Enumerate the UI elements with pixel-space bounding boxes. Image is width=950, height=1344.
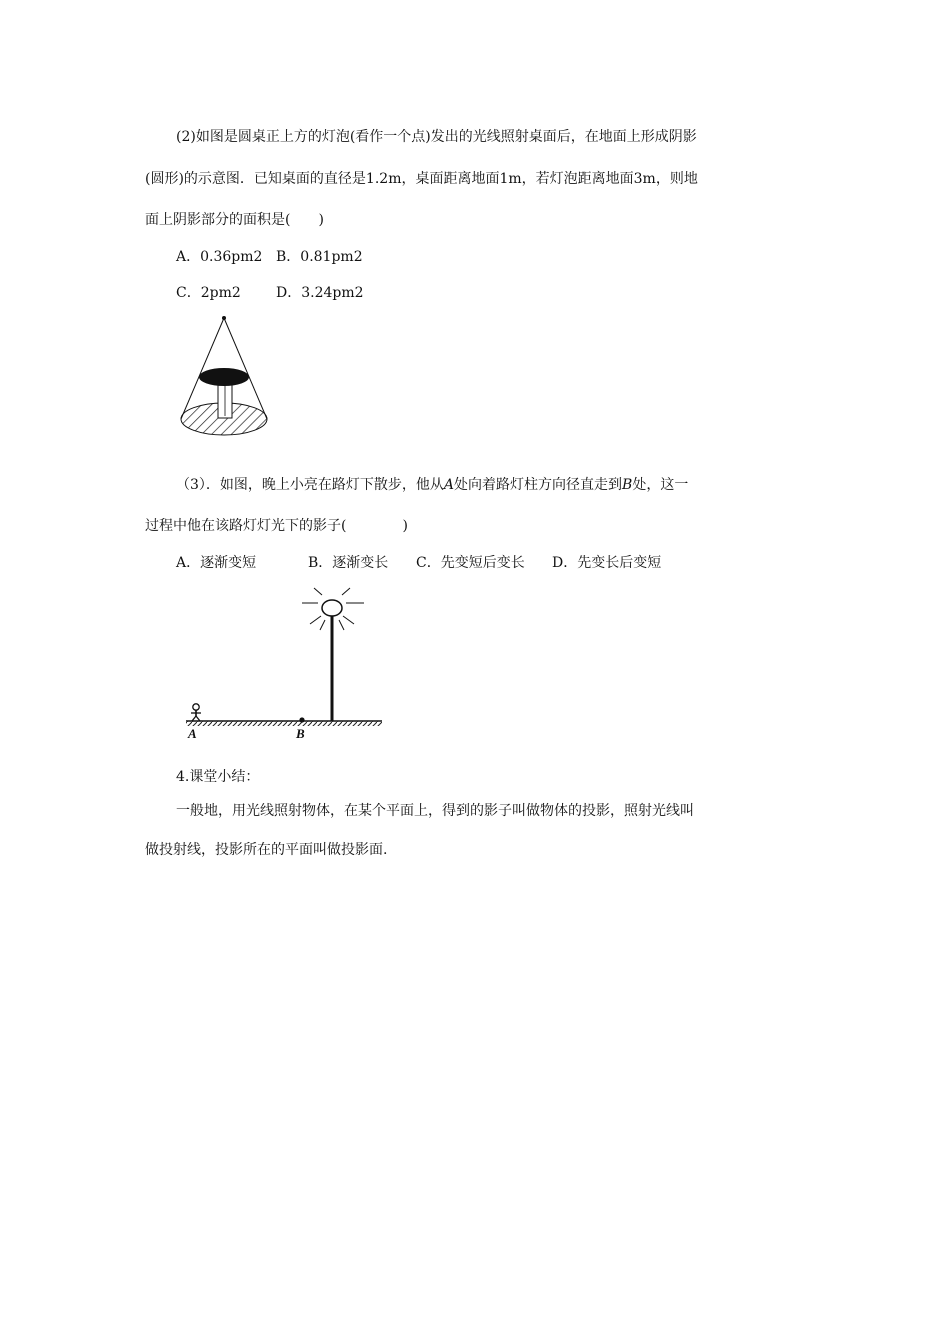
q3-option-b: B．逐渐变长 xyxy=(308,555,389,571)
q3-text-line-1 xyxy=(176,476,688,494)
street-lamp-figure xyxy=(182,592,392,742)
q3-option-c: C．先变短后变长 xyxy=(416,555,525,571)
point-b-label: B xyxy=(622,477,633,493)
q3-text-part-2: 处向着路灯柱方向径直走到 xyxy=(454,477,623,493)
q3-option-d: D．先变长后变短 xyxy=(552,555,662,571)
q2-option-b: B．0.81pm2 xyxy=(276,249,363,265)
q3-option-a: A．逐渐变短 xyxy=(176,555,257,571)
q2-option-a: A．0.36pm2 xyxy=(176,249,263,265)
summary-line-2: 做投射线，投影所在的平面叫做投影面. xyxy=(145,842,388,858)
figure-label-b: B xyxy=(296,726,305,741)
q3-text-part-1: （3）．如图，晚上小亮在路灯下散步，他从 xyxy=(176,477,444,493)
summary-line-1: 一般地，用光线照射物体，在某个平面上，得到的影子叫做物体的投影，照射光线叫 xyxy=(176,803,694,819)
point-a-label: A xyxy=(443,477,455,493)
q2-option-d: D．3.24pm2 xyxy=(276,285,364,301)
q3-text-part-3: 处，这一 xyxy=(632,477,689,493)
figure-label-a: A xyxy=(188,726,197,741)
q2-text-line-1: (2)如图是圆桌正上方的灯泡(看作一个点)发出的光线照射桌面后，在地面上形成阴影 xyxy=(176,129,697,145)
summary-heading: 4.课堂小结： xyxy=(176,769,260,785)
q2-option-c: C．2pm2 xyxy=(176,285,241,301)
lamp-table-shadow-figure xyxy=(175,312,275,442)
q3-text-line-2: 过程中他在该路灯灯光下的影子( ) xyxy=(145,518,408,534)
q2-text-line-3: 面上阴影部分的面积是( ) xyxy=(145,212,324,228)
q2-text-line-2: (圆形)的示意图．已知桌面的直径是1.2m，桌面距离地面1m，若灯泡距离地面3m，则地 xyxy=(145,171,698,187)
